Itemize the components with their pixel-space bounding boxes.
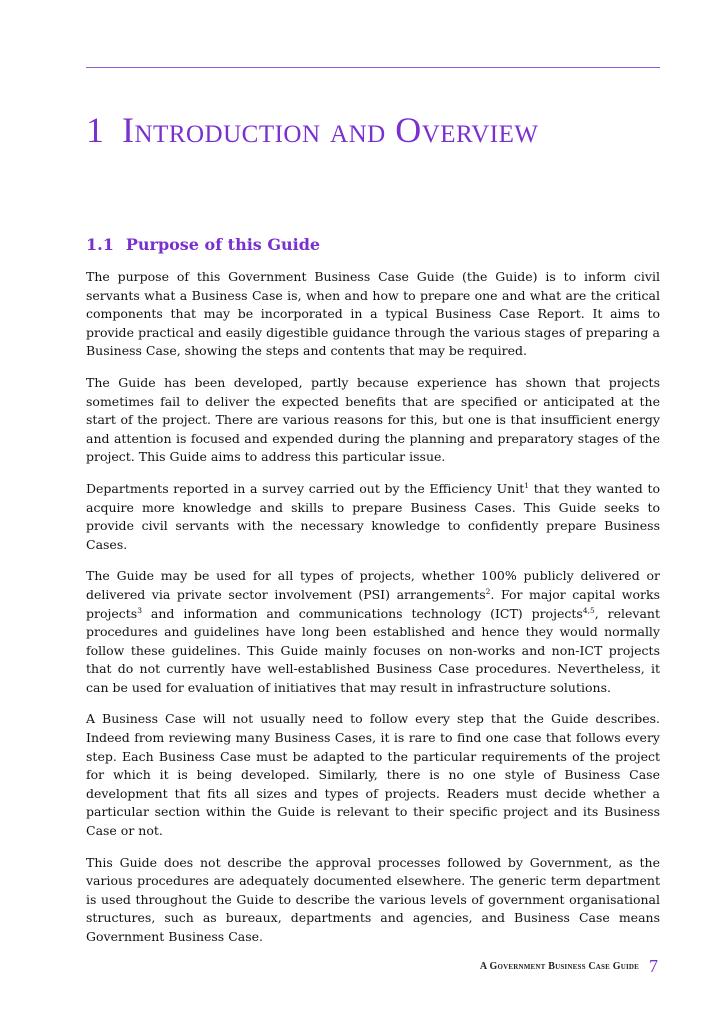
footnote-ref-4-5[interactable]: 4,5 xyxy=(582,605,595,615)
footnote-ref-1[interactable]: 1 xyxy=(524,480,530,490)
paragraph-5: A Business Case will not usually need to follow every step that the Guide describes. Indeed from reviewing many Business Cases, it is rare to find one case that follows every step. Each Business Case must be adapted to the particular requirements of the project for which it is being developed. Similarly, there is no one style of Business Case development that fits all sizes and types of projects. Readers must decide whether a particular section within the Guide is relevant to their specific project and its Business Case or not. xyxy=(86,711,660,839)
paragraph-3-text-a: Departments reported in a survey carried out by the Efficiency Unit xyxy=(86,480,525,496)
footnote-ref-2[interactable]: 2 xyxy=(485,586,491,596)
footnote-ref-3[interactable]: 3 xyxy=(137,605,142,615)
chapter-heading xyxy=(86,106,666,154)
footer-title: A Government Business Case Guide xyxy=(479,961,639,972)
paragraph-1: The purpose of this Government Business Case Guide (the Guide) is to inform civil servants what a Business Case is, when and how to prepare one and what are the critical components that may be incorporated in a typical Business Case Report. It aims to provide practical and easily digestible guidance through the various stages of preparing a Business Case, showing the steps and contents that may be required. xyxy=(86,269,660,359)
chapter-title: Introduction and Overview xyxy=(122,110,539,150)
page-number: 7 xyxy=(649,956,658,976)
paragraph-4-text-a: The Guide may be used for all types of projects, whether 100% publicly delivered or delivered via private sector involvement (PSI) arrangements xyxy=(86,568,660,602)
top-rule xyxy=(86,67,660,68)
paragraph-6: This Guide does not describe the approval processes followed by Government, as the various procedures are adequately documented elsewhere. The generic term department is used throughout the Guide to describe the various levels of government organisational structures, such as bureaux, departments and agencies, and Business Case means Government Business Case. xyxy=(86,854,660,944)
paragraph-4-text-c: and information and communications technology (ICT) projects xyxy=(142,605,583,621)
paragraph-3-text-b: that they wanted to acquire more knowledge and skills to prepare Business Cases. This Guide seeks to provide civil servants with the necessary knowledge to confidently prepare Business Cases. xyxy=(86,480,660,552)
paragraph-4-text-d: , relevant procedures and guidelines have long been established and hence they would normally follow these guidelines. This Guide mainly focuses on non-works and non-ICT projects that do not currently have well-established Business Case procedures. Nevertheless, it can be used for evaluation of initiatives that may result in infrastructure solutions. xyxy=(86,605,661,695)
section-title: Purpose of this Guide xyxy=(125,235,321,254)
paragraph-2: The Guide has been developed, partly because experience has shown that projects sometimes fail to deliver the expected benefits that are specified or anticipated at the start of the project. There are various reasons for this, but one is that insufficient energy and attention is focused and expended during the planning and preparatory stages of the project. This Guide aims to address this particular issue. xyxy=(86,374,660,465)
paragraph-4 xyxy=(86,567,660,697)
page-footer xyxy=(440,956,658,977)
paragraph-3 xyxy=(86,480,660,554)
section-heading xyxy=(86,234,320,256)
chapter-number: 1 xyxy=(86,110,104,150)
body-text xyxy=(86,268,660,960)
paragraph-4-text-b: . For major capital works projects xyxy=(86,586,660,621)
section-number: 1.1 xyxy=(86,235,114,254)
